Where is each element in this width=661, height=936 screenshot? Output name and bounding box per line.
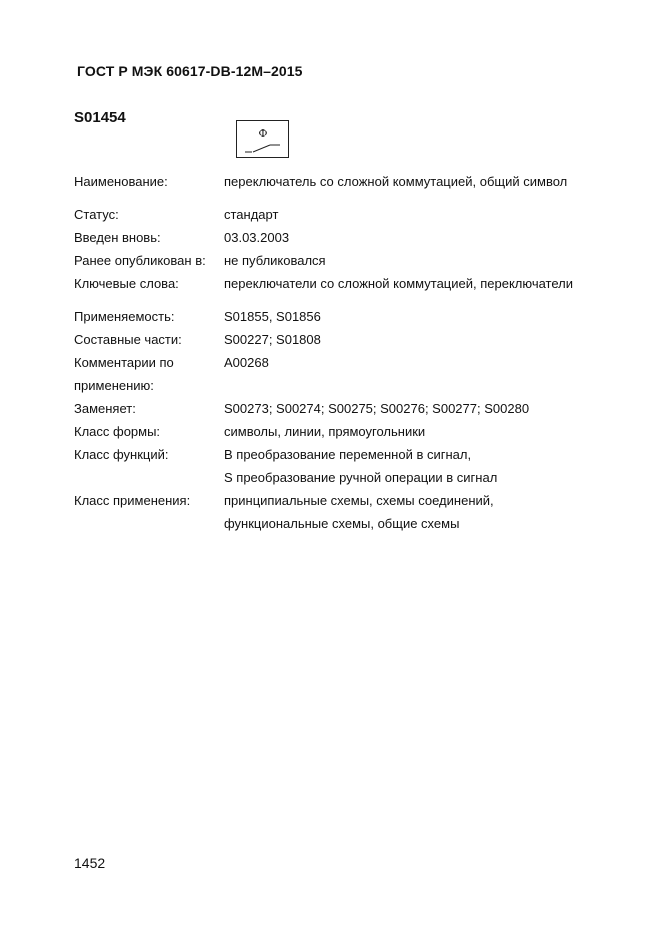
field-label: Комментарии по bbox=[74, 355, 174, 370]
field-value: S00227; S01808 bbox=[224, 332, 321, 347]
field-value: переключатель со сложной коммутацией, общий символ bbox=[224, 174, 568, 189]
field-value: не публиковался bbox=[224, 253, 326, 268]
field-label: Введен вновь: bbox=[74, 230, 161, 245]
field-value: S преобразование ручной операции в сигнал bbox=[224, 470, 498, 485]
field-label: Наименование: bbox=[74, 174, 168, 189]
field-label: Заменяет: bbox=[74, 401, 136, 416]
field-value: S00273; S00274; S00275; S00276; S00277; S00280 bbox=[224, 401, 530, 416]
field-label: Класс формы: bbox=[74, 424, 161, 439]
field-label: Ключевые слова: bbox=[74, 276, 179, 291]
page-number: 1452 bbox=[74, 855, 106, 871]
symbol-glyph: Ф bbox=[258, 127, 268, 140]
field-label: Применяемость: bbox=[74, 309, 175, 324]
field-value: стандарт bbox=[224, 207, 279, 222]
field-label: Статус: bbox=[74, 207, 119, 222]
field-value: функциональные схемы, общие схемы bbox=[224, 516, 460, 531]
field-label: Класс применения: bbox=[74, 493, 191, 508]
field-value: принципиальные схемы, схемы соединений, bbox=[224, 493, 494, 508]
field-label: применению: bbox=[74, 378, 154, 393]
field-value: 03.03.2003 bbox=[224, 230, 290, 245]
symbol-code: S01454 bbox=[74, 109, 126, 126]
complex-switch-symbol-icon bbox=[236, 120, 289, 158]
field-value: В преобразование переменной в сигнал, bbox=[224, 447, 472, 462]
field-value: A00268 bbox=[224, 355, 269, 370]
field-label: Составные части: bbox=[74, 332, 182, 347]
field-value: переключатели со сложной коммутацией, переключатели bbox=[224, 276, 574, 291]
field-value: символы, линии, прямоугольники bbox=[224, 424, 426, 439]
field-label: Класс функций: bbox=[74, 447, 169, 462]
field-label: Ранее опубликован в: bbox=[74, 253, 206, 268]
document-header: ГОСТ Р МЭК 60617-DB-12M–2015 bbox=[77, 63, 303, 79]
field-value: S01855, S01856 bbox=[224, 309, 321, 324]
